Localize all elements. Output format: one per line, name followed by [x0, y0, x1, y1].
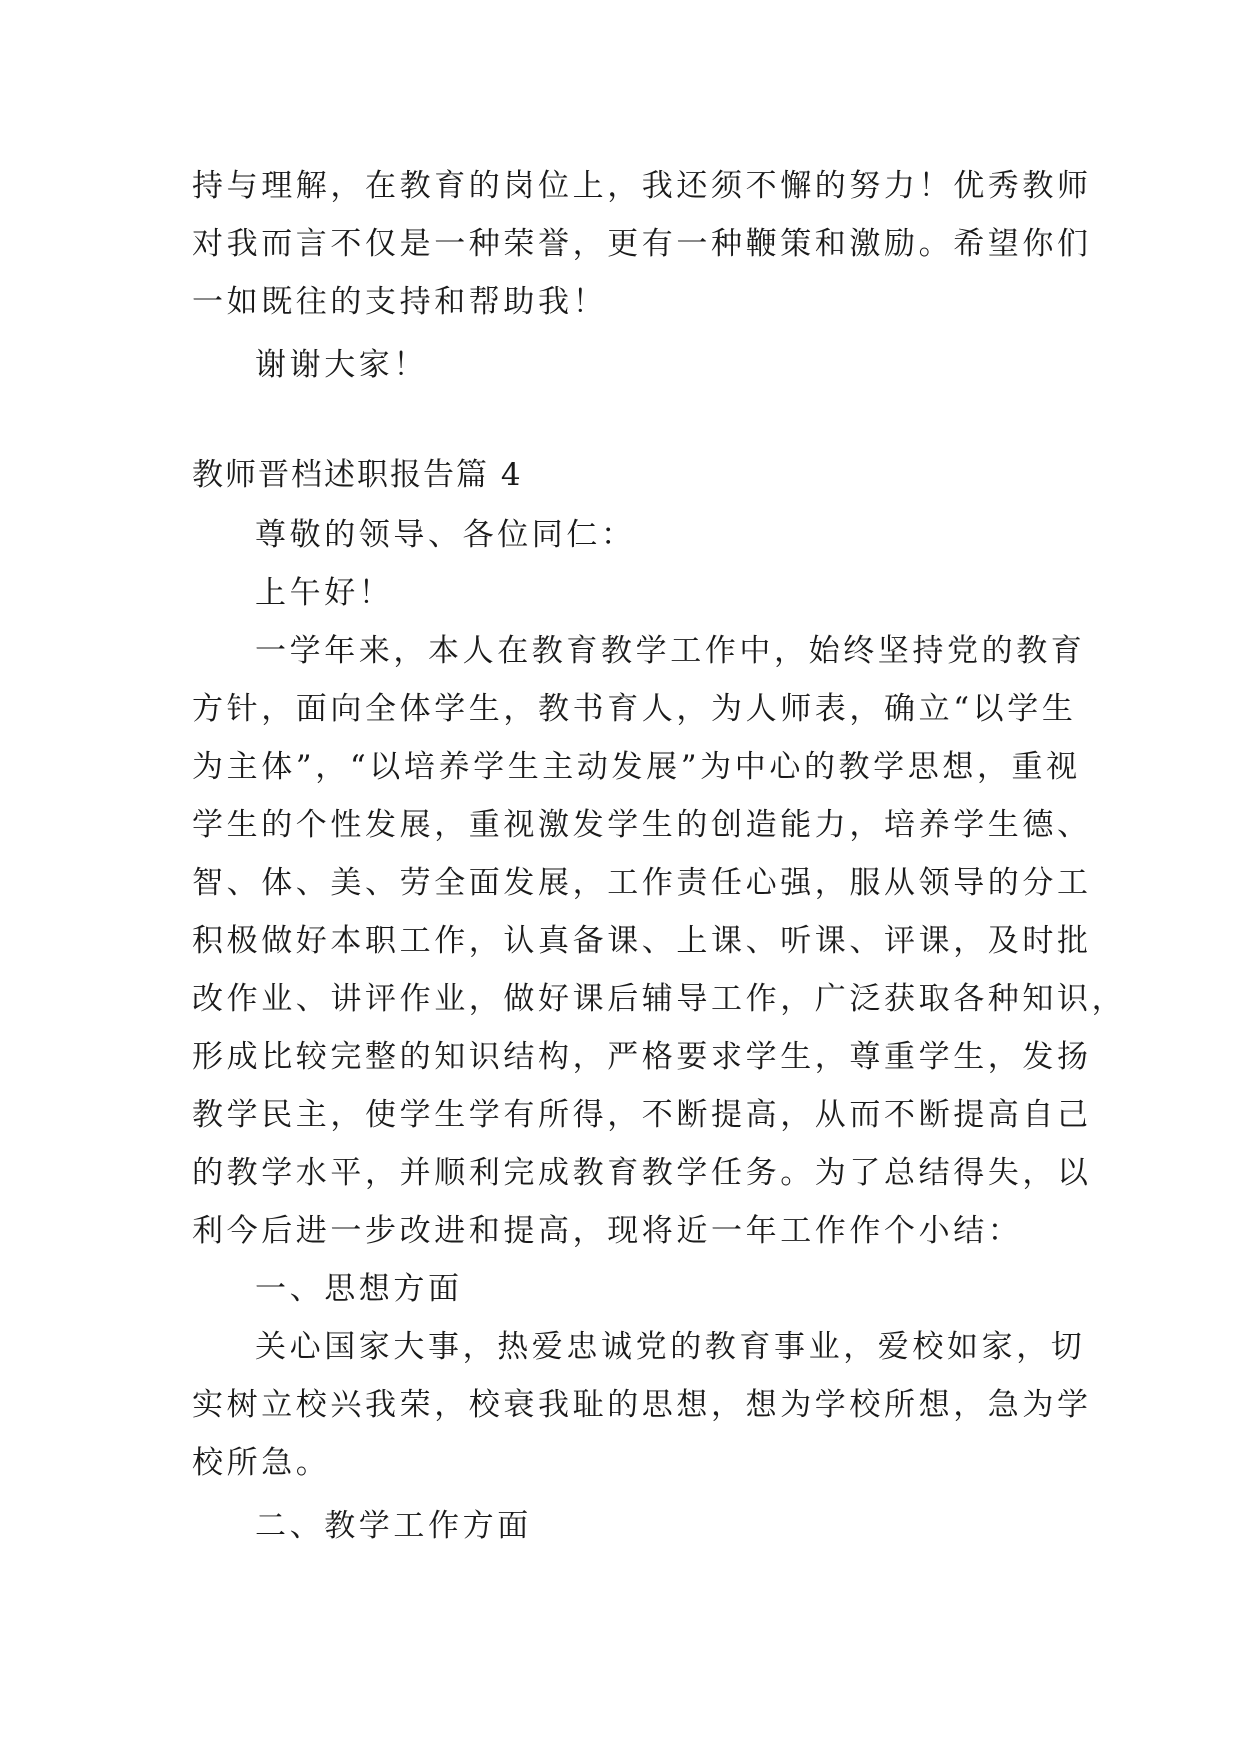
- subsection-heading: 一、思想方面: [255, 1271, 463, 1307]
- subsection-heading: 二、教学工作方面: [255, 1508, 532, 1544]
- section-heading: 教师晋档述职报告篇 4: [192, 457, 523, 493]
- text-line: 实树立校兴我荣，校衰我耻的思想，想为学校所想，急为学: [192, 1387, 1092, 1423]
- text-line: 对我而言不仅是一种荣誉，更有一种鞭策和激励。希望你们: [192, 226, 1092, 262]
- text-line: 一如既往的支持和帮助我！: [192, 284, 608, 320]
- text-line: 方针，面向全体学生，教书育人，为人师表，确立“以学生: [192, 691, 1077, 727]
- greeting: 上午好！: [255, 575, 394, 611]
- text-line: 形成比较完整的知识结构，严格要求学生，尊重学生，发扬: [192, 1039, 1092, 1075]
- text-line: 校所急。: [192, 1445, 331, 1481]
- text-line: 教学民主，使学生学有所得，不断提高，从而不断提高自己: [192, 1097, 1092, 1133]
- text-line: 改作业、讲评作业，做好课后辅导工作，广泛获取各种知识，: [192, 981, 1127, 1017]
- text-line: 关心国家大事，热爱忠诚党的教育事业，爱校如家，切: [255, 1329, 1086, 1365]
- text-line: 持与理解，在教育的岗位上，我还须不懈的努力！优秀教师: [192, 168, 1092, 204]
- text-line: 为主体”，“以培养学生主动发展”为中心的教学思想，重视: [192, 749, 1081, 785]
- text-line: 利今后进一步改进和提高，现将近一年工作作个小结：: [192, 1213, 1023, 1249]
- salutation: 尊敬的领导、各位同仁：: [255, 517, 636, 553]
- text-line: 智、体、美、劳全面发展，工作责任心强，服从领导的分工: [192, 865, 1092, 901]
- text-line: 的教学水平，并顺利完成教育教学任务。为了总结得失，以: [192, 1155, 1092, 1191]
- text-line: 学生的个性发展，重视激发学生的创造能力，培养学生德、: [192, 807, 1092, 843]
- text-line: 谢谢大家！: [255, 347, 428, 383]
- text-line: 积极做好本职工作，认真备课、上课、听课、评课，及时批: [192, 923, 1092, 959]
- text-line: 一学年来，本人在教育教学工作中，始终坚持党的教育: [255, 633, 1086, 669]
